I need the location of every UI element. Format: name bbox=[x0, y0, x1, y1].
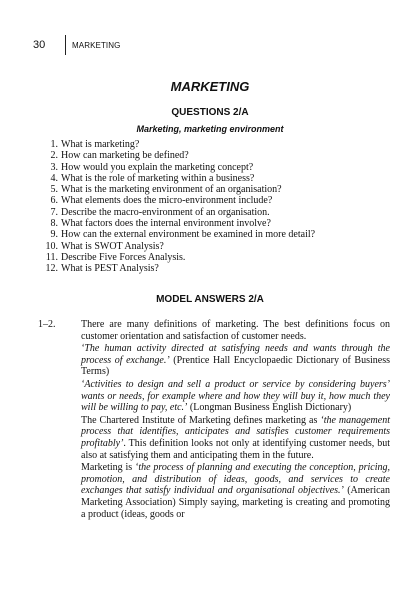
header-divider bbox=[65, 35, 66, 55]
quote-text: ‘The human activity directed at satisfying needs and wants through the process of exchange.’ bbox=[81, 343, 390, 366]
question-item bbox=[38, 173, 398, 184]
question-item bbox=[38, 150, 398, 161]
paragraph-text: The Chartered Institute of Marketing defines marketing as bbox=[81, 414, 321, 426]
question-number: 8. bbox=[50, 218, 58, 230]
running-head: MARKETING bbox=[72, 40, 121, 50]
paragraph-text: Marketing is bbox=[81, 462, 135, 474]
question-item bbox=[38, 139, 398, 150]
quote-text: ‘the management process that identifies, anticipates and satisfies customer requirements profitably’ bbox=[81, 414, 390, 449]
answer-label: 1–2. bbox=[38, 319, 56, 330]
quote-source: (Longman Business English Dictionary) bbox=[187, 402, 352, 414]
question-item bbox=[38, 162, 398, 173]
questions-heading: QUESTIONS 2/A bbox=[171, 107, 249, 118]
question-text: What is the role of marketing within a business? bbox=[61, 172, 255, 184]
question-list bbox=[38, 139, 398, 275]
question-number: 5. bbox=[50, 184, 58, 196]
quote-text: ‘the process of planning and executing the conception, pricing, promotion, and distribution of ideas, goods, and services to create exchanges that satisfy individual and organisational objectives.’ bbox=[81, 462, 390, 497]
answers-heading: MODEL ANSWERS 2/A bbox=[156, 294, 264, 305]
question-item bbox=[38, 218, 398, 229]
question-text: What factors does the internal environment involve? bbox=[61, 218, 271, 230]
definition-quote bbox=[81, 379, 390, 414]
answer-body bbox=[81, 319, 390, 520]
answer-block bbox=[38, 319, 390, 521]
question-number: 3. bbox=[50, 161, 58, 173]
question-number: 10. bbox=[45, 240, 58, 252]
question-item bbox=[38, 252, 398, 263]
question-text: How can the external environment be examined in more detail? bbox=[61, 229, 316, 241]
question-text: Describe the macro-environment of an organisation. bbox=[61, 206, 270, 218]
question-item bbox=[38, 184, 398, 195]
question-text: How would you explain the marketing concept? bbox=[61, 161, 254, 173]
question-number: 2. bbox=[50, 150, 58, 162]
questions-subheading: Marketing, marketing environment bbox=[136, 124, 284, 134]
question-item bbox=[38, 263, 398, 274]
quote-source: (Prentice Hall Encyclopaedic Dictionary of Business Terms) bbox=[81, 354, 390, 378]
question-item bbox=[38, 207, 398, 218]
question-text: What is PEST Analysis? bbox=[61, 263, 159, 275]
question-text: What elements does the micro-environment include? bbox=[61, 195, 273, 207]
question-number: 7. bbox=[50, 206, 58, 218]
paragraph-text: (American Marketing Association) Simply saying, marketing is creating and promoting a product (ideas, goods or bbox=[81, 485, 390, 520]
answer-paragraph bbox=[81, 415, 390, 461]
question-number: 12. bbox=[45, 263, 58, 275]
answer-paragraph bbox=[81, 462, 390, 520]
quote-text: ‘Activities to design and sell a product or service by considering buyers’ wants or needs, for example where and how they will buy it, how much they will be willing to pay, etc.’ bbox=[81, 378, 390, 414]
question-number: 11. bbox=[45, 251, 58, 263]
question-text: What is SWOT Analysis? bbox=[61, 240, 164, 252]
page-number: 30 bbox=[33, 39, 46, 51]
question-number: 9. bbox=[50, 229, 58, 241]
question-item bbox=[38, 229, 398, 240]
question-text: What is the marketing environment of an organisation? bbox=[61, 184, 282, 196]
page-header bbox=[33, 34, 120, 56]
question-number: 1. bbox=[50, 139, 58, 150]
question-text: Describe Five Forces Analysis. bbox=[61, 251, 186, 263]
question-number: 4. bbox=[50, 172, 58, 184]
question-text: What is marketing? bbox=[61, 139, 140, 150]
answer-paragraph: There are many definitions of marketing. The best definitions focus on customer orientation and satisfaction of customer needs. bbox=[81, 319, 390, 342]
question-item bbox=[38, 241, 398, 252]
question-text: How can marketing be defined? bbox=[61, 150, 189, 162]
question-item bbox=[38, 195, 398, 206]
definition-quote bbox=[81, 343, 390, 378]
paragraph-text: . This definition looks not only at identifying customer needs, but also at satisfying them and anticipating them in the future. bbox=[81, 437, 390, 461]
question-number: 6. bbox=[50, 195, 58, 207]
chapter-title: MARKETING bbox=[170, 79, 250, 94]
